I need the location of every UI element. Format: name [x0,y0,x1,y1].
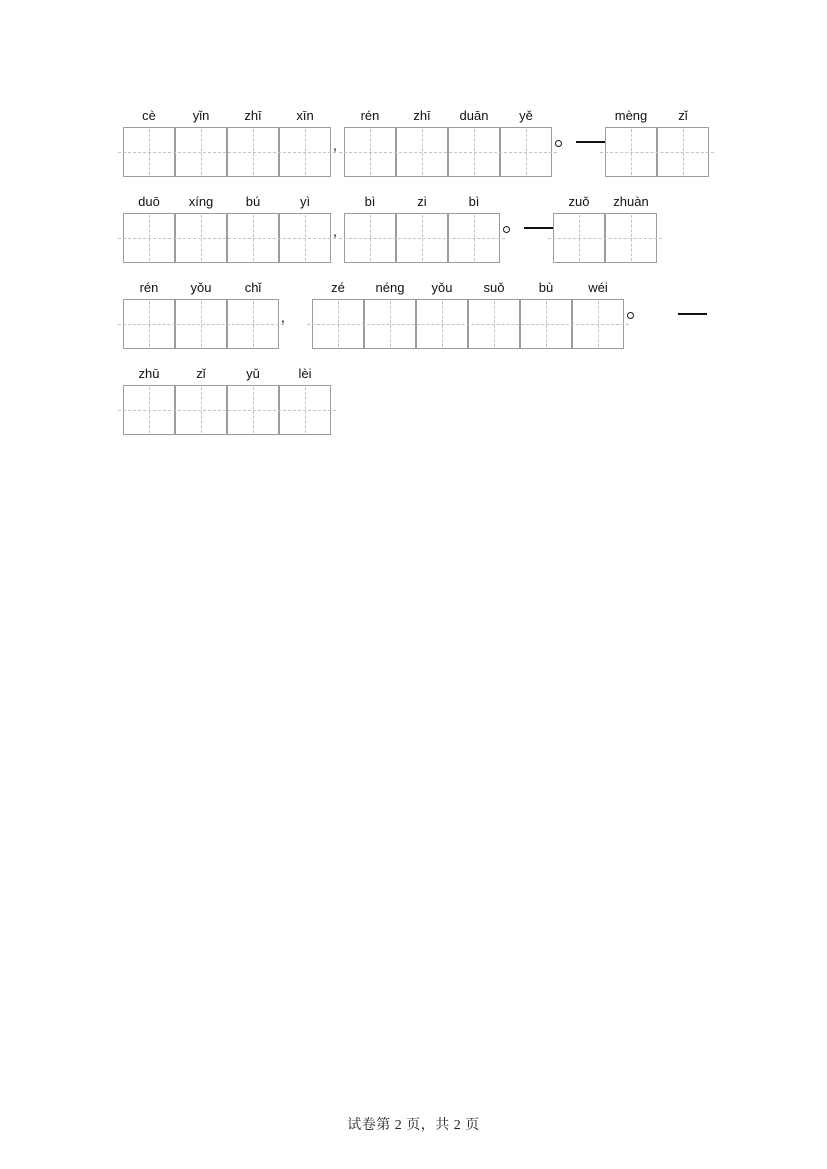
pinyin-box-group [123,280,279,349]
pinyin-syllable: néng [375,280,405,295]
writing-cell [227,127,279,177]
pinyin-syllable: xīn [296,108,314,123]
writing-cell [227,299,279,349]
pinyin-syllable: yǐn [192,108,210,123]
pinyin-box-group [344,194,500,263]
writing-cell [572,299,624,349]
writing-cell [605,127,657,177]
writing-cell-row [123,127,331,177]
writing-cell [279,385,331,435]
pinyin-syllable: zhī [244,108,262,123]
writing-cell [175,213,227,263]
comma-mark: , [333,137,337,153]
page-footer: 试卷第 2 页，共 2 页 [347,1118,480,1133]
pinyin-syllable: yì [299,194,311,209]
writing-cell-row [344,127,552,177]
pinyin-label-row [344,194,500,210]
writing-cell [605,213,657,263]
pinyin-syllable: bì [468,194,480,209]
pinyin-syllable: zhū [138,366,160,381]
writing-cell [123,213,175,263]
pinyin-syllable: rén [139,280,159,295]
pinyin-box-group [123,194,331,263]
period-mark [627,312,634,319]
writing-cell-row [553,213,657,263]
writing-cell-row [605,127,709,177]
pinyin-syllable: bù [538,280,554,295]
pinyin-box-group [123,108,331,177]
pinyin-syllable: duān [459,108,489,123]
pinyin-box-group [553,194,657,263]
writing-cell [448,213,500,263]
writing-cell [344,127,396,177]
period-mark [503,226,510,233]
pinyin-box-group [312,280,624,349]
writing-cell [123,127,175,177]
source-underline-dash [524,227,553,229]
writing-cell [553,213,605,263]
writing-cell [279,213,331,263]
pinyin-syllable: yǒu [190,280,212,295]
writing-cell [520,299,572,349]
pinyin-syllable: rén [360,108,380,123]
pinyin-syllable: zǐ [196,366,206,381]
writing-cell [227,385,279,435]
pinyin-box-group [344,108,552,177]
pinyin-box-group [123,366,331,435]
pinyin-syllable: zuǒ [568,194,590,209]
writing-cell [279,127,331,177]
pinyin-syllable: zhuàn [613,194,649,209]
pinyin-box-group [605,108,709,177]
pinyin-label-row [605,108,709,124]
writing-cell [657,127,709,177]
writing-cell [123,299,175,349]
pinyin-writing-section [123,108,709,452]
pinyin-syllable: zi [417,194,427,209]
writing-cell [344,213,396,263]
comma-mark: , [333,223,337,239]
writing-cell [227,213,279,263]
writing-cell [123,385,175,435]
pinyin-syllable: duō [138,194,160,209]
worksheet-row [123,366,709,435]
pinyin-syllable: yǔ [246,366,260,381]
writing-cell [396,127,448,177]
source-underline-dash [678,313,707,315]
worksheet-row [123,108,709,177]
pinyin-label-row [123,194,331,210]
pinyin-syllable: mèng [614,108,648,123]
pinyin-syllable: zǐ [678,108,688,123]
pinyin-label-row [553,194,657,210]
pinyin-syllable: suǒ [483,280,505,295]
comma-mark: , [281,309,285,325]
writing-cell [175,385,227,435]
writing-cell [468,299,520,349]
writing-cell-row [312,299,624,349]
writing-cell [500,127,552,177]
pinyin-syllable: xíng [188,194,214,209]
pinyin-syllable: cè [142,108,156,123]
writing-cell [416,299,468,349]
pinyin-syllable: chǐ [244,280,262,295]
writing-cell-row [344,213,500,263]
pinyin-syllable: yě [519,108,533,123]
pinyin-label-row [123,366,331,382]
writing-cell [364,299,416,349]
pinyin-label-row [312,280,624,296]
pinyin-label-row [344,108,552,124]
writing-cell-row [123,213,331,263]
worksheet-row [123,194,709,263]
writing-cell [312,299,364,349]
pinyin-syllable: lèi [298,366,312,381]
pinyin-syllable: zé [331,280,345,295]
pinyin-syllable: bú [245,194,261,209]
writing-cell [396,213,448,263]
writing-cell [175,299,227,349]
pinyin-label-row [123,280,279,296]
writing-cell [175,127,227,177]
writing-cell-row [123,385,331,435]
pinyin-syllable: yǒu [431,280,453,295]
pinyin-syllable: wéi [588,280,608,295]
worksheet-row [123,280,709,349]
pinyin-syllable: bì [364,194,376,209]
pinyin-label-row [123,108,331,124]
writing-cell [448,127,500,177]
writing-cell-row [123,299,279,349]
source-underline-dash [576,141,605,143]
period-mark [555,140,562,147]
pinyin-syllable: zhī [413,108,431,123]
